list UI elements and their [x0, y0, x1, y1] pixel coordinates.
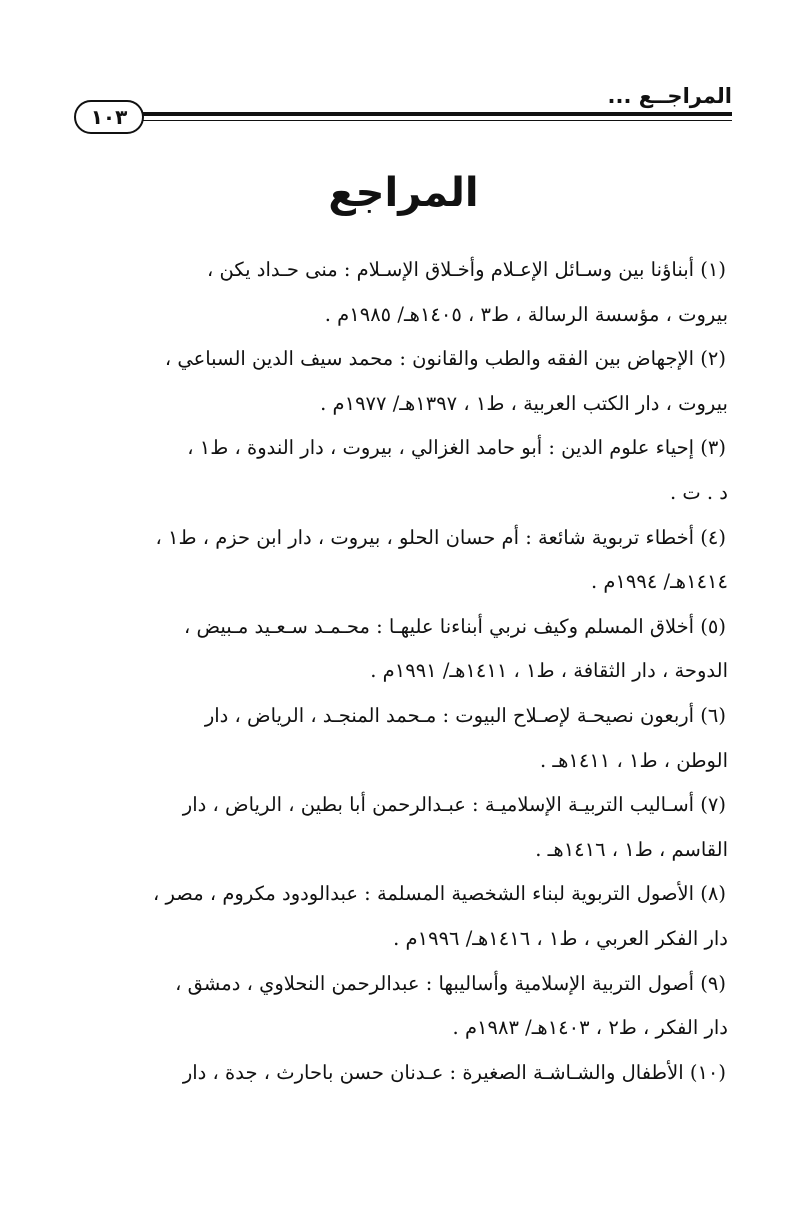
reference-item: [78, 1051, 728, 1096]
page-title: المراجع: [328, 170, 479, 216]
page-number-badge: ١٠٣: [74, 100, 144, 134]
reference-item: [78, 605, 728, 694]
reference-line: (١) أبناؤنا بين وسـائل الإعـلام وأخـلاق الإسـلام : منى حـداد يكن ،: [207, 258, 726, 281]
reference-item: [78, 426, 728, 515]
reference-line: (٤) أخطاء تربوية شائعة : أم حسان الحلو ، بيروت ، دار ابن حزم ، ط١ ،: [155, 525, 726, 549]
references-list: [78, 248, 728, 1095]
reference-line: (٣) إحياء علوم الدين : أبو حامد الغزالي ، بيروت ، دار الندوة ، ط١ ،: [187, 436, 726, 460]
reference-line: القاسم ، ط١ ، ١٤١٦هـ .: [535, 837, 728, 861]
reference-line: (٥) أخلاق المسلم وكيف نربي أبناءنا عليهـا : محـمـد سـعـيد مـبيض ،: [184, 614, 726, 638]
reference-line: الوطن ، ط١ ، ١٤١١هـ .: [539, 748, 728, 772]
reference-line: بيروت ، دار الكتب العربية ، ط١ ، ١٣٩٧هـ/ ١٩٧٧م .: [320, 391, 728, 415]
page-header: [72, 80, 732, 130]
header-rule-thick: [138, 112, 732, 116]
reference-line: (٦) أربعون نصيحـة لإصـلاح البيوت : مـحمد المنجـد ، الرياض ، دار: [204, 703, 726, 727]
reference-item: [78, 962, 728, 1051]
running-title: المراجــع ...: [607, 84, 732, 108]
reference-item: [78, 872, 728, 961]
reference-line: د . ت .: [669, 480, 728, 504]
reference-line: (١٠) الأطفال والشـاشـة الصغيرة : عـدنان حسن باحارث ، جدة ، دار: [182, 1060, 726, 1084]
reference-line: دار الفكر ، ط٢ ، ١٤٠٣هـ/ ١٩٨٣م .: [452, 1016, 728, 1040]
reference-line: الدوحة ، دار الثقافة ، ط١ ، ١٤١١هـ/ ١٩٩١م .: [370, 659, 728, 683]
reference-line: (٢) الإجهاض بين الفقه والطب والقانون : محمد سيف الدين السباعي ،: [164, 347, 726, 371]
reference-item: [78, 248, 728, 337]
reference-line: (٨) الأصول التربوية لبناء الشخصية المسلمة : عبدالودود مكروم ، مصر ،: [153, 882, 726, 906]
reference-line: دار الفكر العربي ، ط١ ، ١٤١٦هـ/ ١٩٩٦م .: [393, 926, 728, 950]
reference-item: [78, 783, 728, 872]
reference-item: [78, 694, 728, 783]
reference-item: [78, 337, 728, 426]
reference-item: [78, 516, 728, 605]
header-rule-thin: [138, 120, 732, 121]
reference-line: ١٤١٤هـ/ ١٩٩٤م .: [590, 570, 728, 594]
reference-line: (٩) أصول التربية الإسلامية وأساليبها : عبدالرحمن النحلاوي ، دمشق ،: [175, 971, 726, 995]
reference-line: بيروت ، مؤسسة الرسالة ، ط٣ ، ١٤٠٥هـ/ ١٩٨٥م .: [324, 302, 728, 326]
reference-line: (٧) أسـاليب التربيـة الإسلاميـة : عبـدالرحمن أبا بطين ، الرياض ، دار: [182, 793, 726, 817]
